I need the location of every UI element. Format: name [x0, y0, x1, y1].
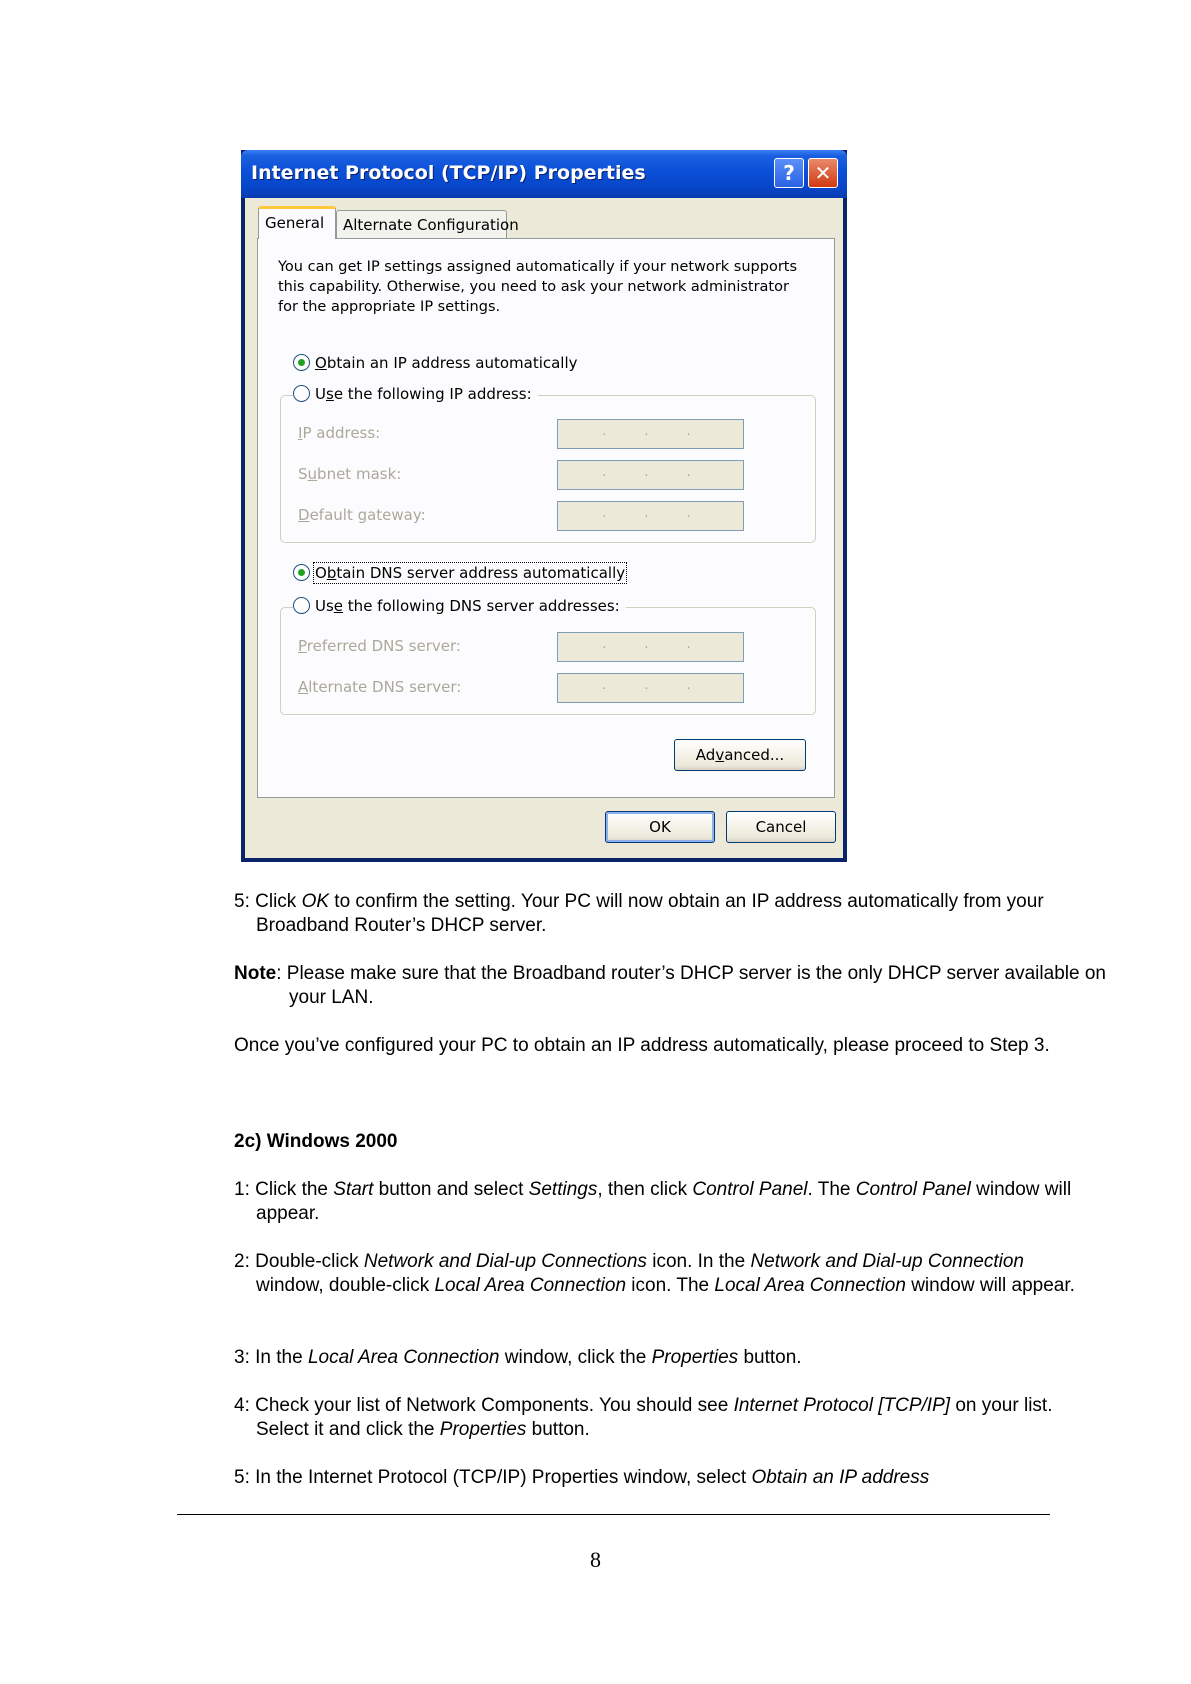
preferred-dns-label: Preferred DNS server:	[298, 637, 461, 655]
footer-rule	[177, 1514, 1050, 1515]
preferred-dns-input[interactable]: ...	[557, 632, 744, 662]
advanced-button[interactable]: Advanced...	[674, 739, 806, 771]
step-5-select: 5: In the Internet Protocol (TCP/IP) Properties window, select Obtain an IP address	[234, 1467, 930, 1488]
ok-button[interactable]: OK	[605, 811, 715, 843]
radio-selected-icon	[293, 564, 310, 581]
default-gateway-input[interactable]: ...	[557, 501, 744, 531]
ip-address-input[interactable]: ...	[557, 419, 744, 449]
close-button[interactable]	[808, 158, 838, 188]
general-tab-panel	[257, 238, 835, 798]
dialog-client-area	[245, 198, 843, 858]
radio-unselected-icon	[293, 385, 310, 402]
note-paragraph: Note: Please make sure that the Broadband router’s DHCP server is the only DHCP server available on your LAN.	[234, 963, 1106, 1008]
section-heading: 2c) Windows 2000	[234, 1131, 398, 1152]
radio-unselected-icon	[293, 597, 310, 614]
radio-obtain-dns-auto[interactable]	[293, 564, 631, 586]
proceed-paragraph: Once you’ve configured your PC to obtain an IP address automatically, please proceed to Step 3.	[234, 1035, 1050, 1056]
help-icon: ?	[783, 161, 795, 185]
radio-use-following-dns[interactable]: Use the following DNS server addresses:	[293, 597, 626, 619]
subnet-mask-label: Subnet mask:	[298, 465, 402, 483]
alternate-dns-label: Alternate DNS server:	[298, 678, 462, 696]
title-bar[interactable]	[241, 150, 847, 198]
tab-general[interactable]: General	[258, 206, 336, 239]
radio-selected-icon	[293, 354, 310, 371]
step-1: 1: Click the Start button and select Settings, then click Control Panel. The Control Panel window will appear.	[234, 1179, 1072, 1224]
help-button[interactable]	[774, 158, 804, 188]
tab-alternate-configuration[interactable]: Alternate Configuration	[336, 210, 507, 239]
step-2: 2: Double-click Network and Dial-up Connections icon. In the Network and Dial-up Connection window, double-click Local Area Connection icon. The Local Area Connection window will appear.	[234, 1251, 1075, 1296]
close-icon: ✕	[814, 161, 832, 185]
intro-text: You can get IP settings assigned automatically if your network supports this capability. Otherwise, you need to ask your network administrator for the appropriate IP settings.	[278, 259, 798, 315]
tcpip-properties-dialog	[241, 150, 847, 862]
step-5-confirm: 5: Click OK to confirm the setting. Your PC will now obtain an IP address automatically from your Broadband Router’s DHCP server.	[234, 891, 1044, 936]
subnet-mask-input[interactable]: ...	[557, 460, 744, 490]
cancel-button[interactable]: Cancel	[726, 811, 836, 843]
radio-obtain-ip-auto[interactable]: Obtain an IP address automatically	[293, 354, 584, 376]
page-number: 8	[590, 1547, 601, 1572]
radio-use-following-ip[interactable]: Use the following IP address:	[293, 385, 538, 407]
step-3: 3: In the Local Area Connection window, click the Properties button.	[234, 1347, 802, 1368]
focused-label: Obtain DNS server address automatically	[315, 564, 626, 582]
default-gateway-label: Default gateway:	[298, 506, 426, 524]
step-4: 4: Check your list of Network Components. You should see Internet Protocol [TCP/IP] on your list. Select it and click the Properties button.	[234, 1395, 1053, 1440]
alternate-dns-input[interactable]: ...	[557, 673, 744, 703]
dialog-title: Internet Protocol (TCP/IP) Properties	[251, 162, 646, 184]
ip-address-label: IP address:	[298, 424, 381, 442]
